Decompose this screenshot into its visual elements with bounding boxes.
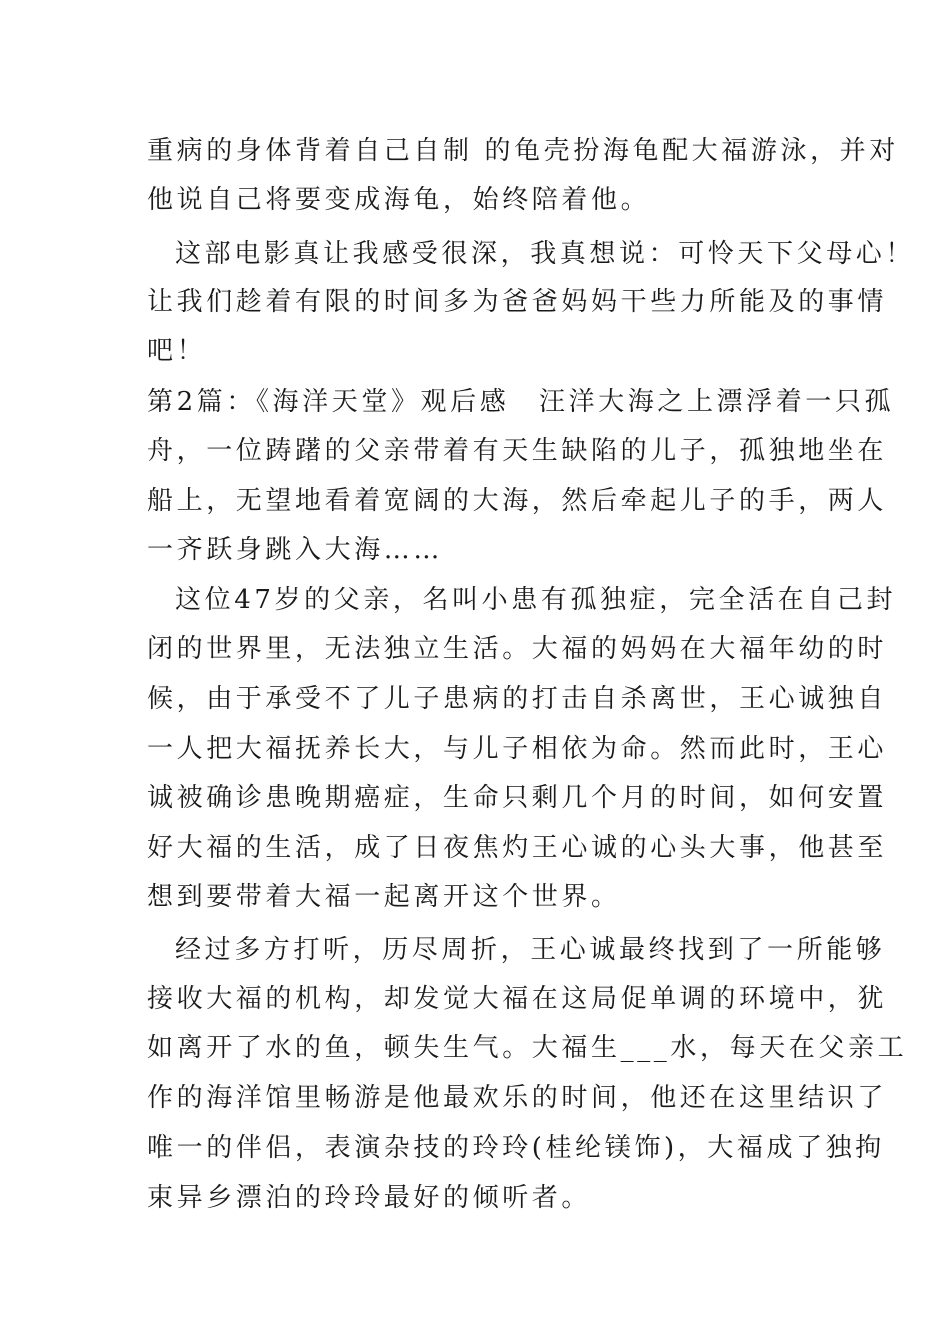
text-line: 好大福的生活，成了日夜焦灼王心诚的心头大事，他甚至 — [147, 833, 888, 863]
text-line: 唯一的伴侣，表演杂技的玲玲(桂纶镁饰)，大福成了独拘 — [147, 1133, 885, 1163]
text-line: 让我们趁着有限的时间多为爸爸妈妈干些力所能及的事情 — [147, 287, 888, 317]
text-line: 一齐跃身跳入大海…… — [147, 535, 444, 565]
text-line: 闭的世界里，无法独立生活。大福的妈妈在大福年幼的时 — [147, 634, 888, 664]
text-line: 接收大福的机构，却发觉大福在这局促单调的环境中，犹 — [147, 984, 888, 1014]
text-line: 如离开了水的鱼，顿失生气。大福生___水，每天在父亲工 — [147, 1033, 908, 1063]
text-line: 候，由于承受不了儿子患病的打击自杀离世，王心诚独自 — [147, 684, 888, 714]
text-line: 想到要带着大福一起离开这个世界。 — [147, 882, 621, 912]
text-line: 吧！ — [147, 336, 207, 366]
text-line: 他说自己将要变成海龟，始终陪着他。 — [147, 185, 651, 215]
text-line: 束异乡漂泊的玲玲最好的倾听者。 — [147, 1183, 592, 1213]
text-line: 重病的身体背着自己自制 的龟壳扮海龟配大福游泳，并对 — [147, 136, 899, 166]
text-line: 作的海洋馆里畅游是他最欢乐的时间，他还在这里结识了 — [147, 1083, 888, 1113]
paragraph-start-line: 这位47岁的父亲，名叫小患有孤独症，完全活在自己封 — [175, 585, 897, 615]
section-heading-line: 第2篇：《海洋天堂》观后感 汪洋大海之上漂浮着一只孤 — [147, 387, 895, 417]
paragraph-start-line: 这部电影真让我感受很深，我真想说：可怜天下父母心！ — [175, 239, 916, 269]
paragraph-start-line: 经过多方打听，历尽周折，王心诚最终找到了一所能够 — [175, 935, 886, 965]
text-line: 一人把大福抚养长大，与儿子相依为命。然而此时，王心 — [147, 734, 888, 764]
text-line: 船上，无望地看着宽阔的大海，然后牵起儿子的手，两人 — [147, 486, 888, 516]
text-line: 诚被确诊患晚期癌症，生命只剩几个月的时间，如何安置 — [147, 783, 888, 813]
text-line: 舟，一位踌躇的父亲带着有天生缺陷的儿子，孤独地坐在 — [147, 436, 888, 466]
